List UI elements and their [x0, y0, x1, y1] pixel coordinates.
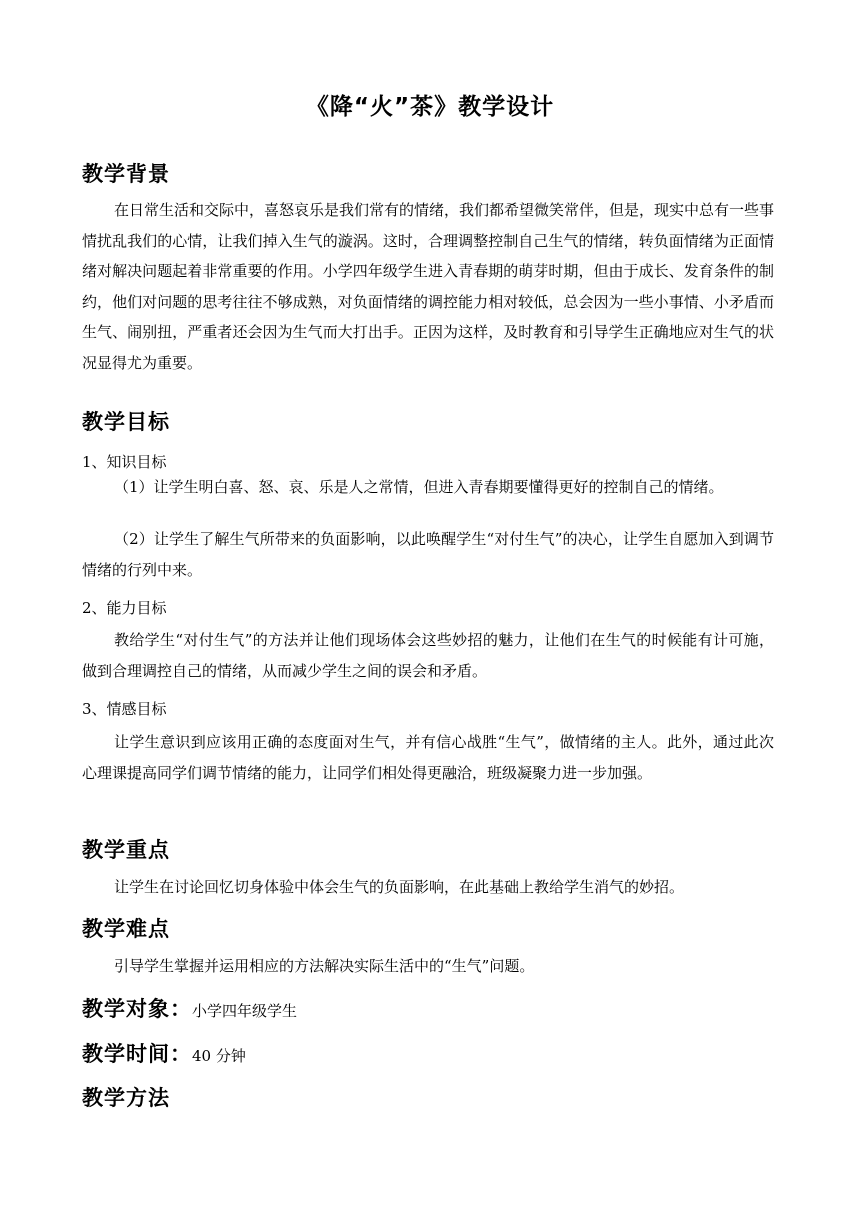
knowledge-goal-label: 1、知识目标	[82, 453, 167, 471]
background-paragraph: 在日常生活和交际中，喜怒哀乐是我们常有的情绪，我们都希望微笑常伴，但是，现实中总有一些事情扰乱我们的心情，让我们掉入生气的漩涡。这时，合理调整控制自己生气的情绪，转负面情绪为正面情绪对解决问题起着非常重要的作用。小学四年级学生进入青春期的萌芽时期，但由于成长、发育条件的制约，他们对问题的思考往往不够成熟，对负面情绪的调控能力相对较低，总会因为一些小事情、小矛盾而生气、闹别扭，严重者还会因为生气而大打出手。正因为这样，及时教育和引导学生正确地应对生气的状况显得尤为重要。	[82, 201, 775, 372]
difficulties-text: 引导学生掌握并运用相应的方法解决实际生活中的“生气”问题。	[114, 957, 535, 975]
document-title: 《降“火”茶》教学设计	[305, 94, 555, 120]
knowledge-goal-2: （2）让学生了解生气所带来的负面影响，以此唤醒学生“对付生气”的决心，让学生自愿加入到调节情绪的行列中来。	[82, 530, 774, 579]
emotion-goal-label: 3、情感目标	[82, 700, 167, 718]
ability-goal-text: 教给学生“对付生气”的方法并让他们现场体会这些妙招的魅力，让他们在生气的时候能有计可施，做到合理调控自己的情绪，从而减少学生之间的误会和矛盾。	[82, 631, 774, 680]
audience-value: 小学四年级学生	[192, 1002, 298, 1020]
heading-goals: 教学目标	[82, 410, 170, 434]
duration-value: 40 分钟	[192, 1047, 246, 1065]
ability-goal-label: 2、能力目标	[82, 599, 167, 617]
heading-background: 教学背景	[82, 162, 170, 186]
heading-key-points: 教学重点	[82, 838, 170, 862]
duration-line	[82, 1038, 246, 1068]
audience-label: 教学对象：	[82, 997, 192, 1021]
heading-difficulties: 教学难点	[82, 917, 170, 941]
heading-methods: 教学方法	[82, 1086, 170, 1110]
knowledge-goal-1: （1）让学生明白喜、怒、哀、乐是人之常情，但进入青春期要懂得更好的控制自己的情绪。	[114, 478, 724, 496]
key-points-text: 让学生在讨论回忆切身体验中体会生气的负面影响，在此基础上教给学生消气的妙招。	[114, 878, 685, 896]
emotion-goal-text: 让学生意识到应该用正确的态度面对生气，并有信心战胜“生气”，做情绪的主人。此外，通过此次心理课提高同学们调节情绪的能力，让同学们相处得更融洽，班级凝聚力进一步加强。	[82, 733, 774, 782]
duration-label: 教学时间：	[82, 1042, 192, 1066]
audience-line	[82, 993, 297, 1023]
